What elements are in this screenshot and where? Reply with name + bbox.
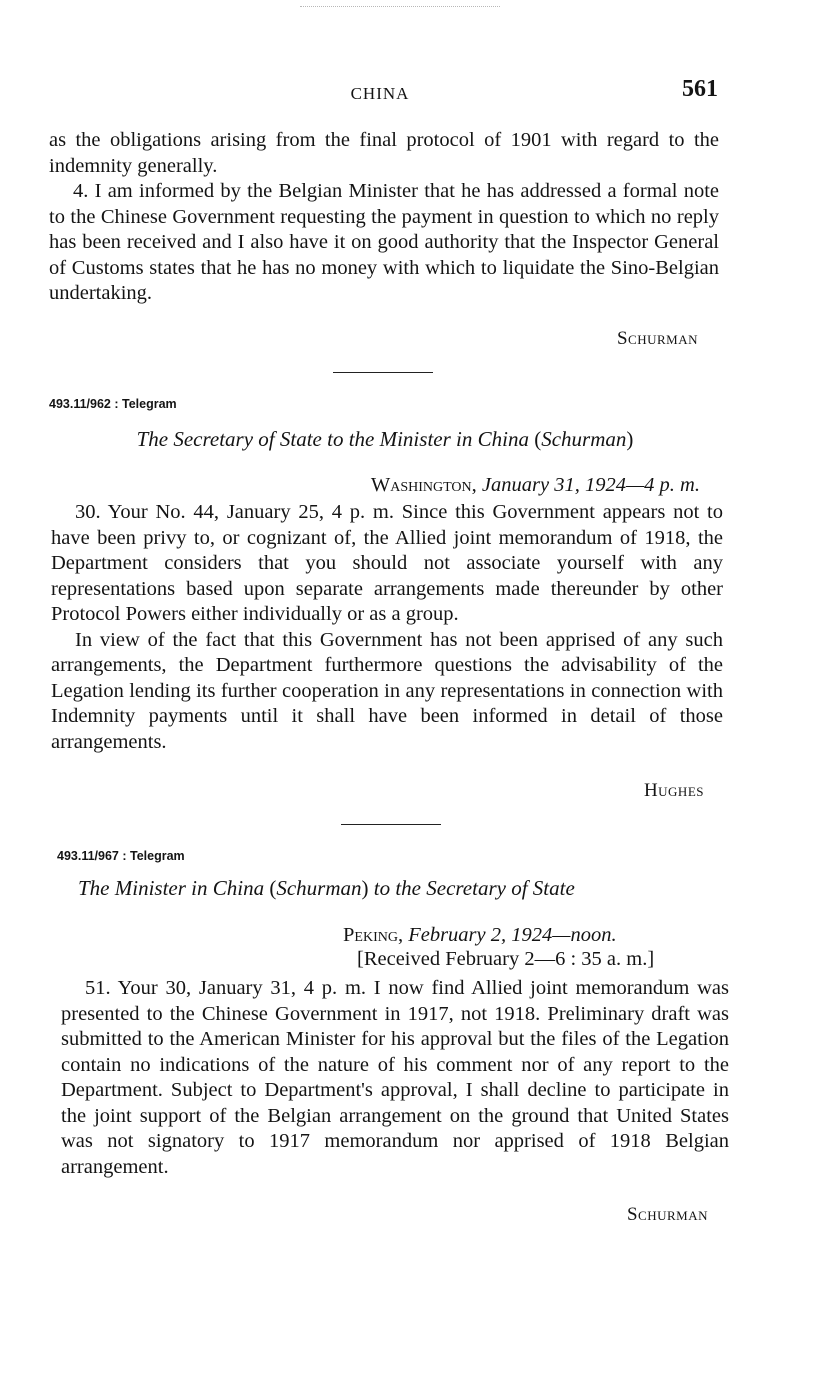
document-1-paragraph-1: 30. Your No. 44, January 25, 4 p. m. Since this Government appears not to have been privy to, or cognizant of, the Allied joint memorandum of 1918, the Department considers that you should not associate yourself with any representations based upon separate arrangements made thereunder by other Protocol Powers either individually or as a group. bbox=[51, 501, 723, 625]
heading-name: Schurman bbox=[276, 876, 362, 900]
dateline-peking bbox=[343, 924, 617, 947]
heading-paren-open: ( bbox=[269, 876, 277, 900]
section-divider-2 bbox=[341, 824, 441, 825]
heading-paren-close: ) bbox=[361, 876, 369, 900]
heading-name: Schurman bbox=[541, 427, 627, 451]
document-heading-1 bbox=[0, 427, 770, 452]
heading-sender-recipient: The Secretary of State to the Minister in China bbox=[136, 427, 529, 451]
signature-schurman-1: Schurman bbox=[616, 328, 698, 349]
heading-paren-open: ( bbox=[534, 427, 542, 451]
dateline-washington bbox=[310, 474, 700, 497]
running-head: CHINA bbox=[350, 84, 410, 103]
heading-recipient: to the Secretary of State bbox=[373, 876, 575, 900]
document-body-1 bbox=[51, 500, 723, 755]
dateline-date: January 31, 1924—4 p. m. bbox=[481, 474, 700, 496]
heading-sender: The Minister in China bbox=[78, 876, 265, 900]
heading-paren-close: ) bbox=[626, 427, 634, 451]
continuation-block bbox=[49, 128, 719, 307]
continuation-paragraph-2: 4. I am informed by the Belgian Minister that he has addressed a formal note to the Chinese Government requesting the payment in question to which no reply has been received and I also have it on good authority that the Inspector General of Customs states that he has no money with which to liquidate the Sino-Belgian undertaking. bbox=[49, 180, 719, 304]
section-divider-1 bbox=[333, 372, 433, 373]
page-number: 561 bbox=[682, 76, 718, 102]
scan-edge-mark bbox=[300, 6, 500, 7]
dateline-date: February 2, 1924—noon. bbox=[408, 924, 617, 946]
file-reference-967: 493.11/967 : Telegram bbox=[57, 849, 185, 863]
file-reference-962: 493.11/962 : Telegram bbox=[49, 397, 177, 411]
document-heading-2 bbox=[78, 876, 778, 901]
signature-schurman-2: Schurman bbox=[626, 1204, 708, 1225]
signature-hughes: Hughes bbox=[643, 780, 704, 801]
document-1-paragraph-2: In view of the fact that this Government has not been apprised of any such arrangements, the Department furthermore questions the advisability of the Legation lending its further cooperation in any representations in connection with Indemnity payments until it shall have been informed in detail of those arrangements. bbox=[51, 628, 723, 753]
dateline-place: Washington, bbox=[370, 474, 477, 496]
document-body-2 bbox=[61, 976, 729, 1180]
document-2-paragraph-1: 51. Your 30, January 31, 4 p. m. I now find Allied joint memorandum was presented to the Chinese Government in 1917, not 1918. Preliminary draft was submitted to the American Minister for his approval but the files of the Legation contain no indications of the nature of his comment nor of any report to the Department. Subject to Department's approval, I shall decline to participate in the joint support of the Belgian arrangement on the ground that United States was not signatory to 1917 memorandum nor apprised of 1918 Belgian arrangement. bbox=[61, 977, 729, 1178]
continuation-paragraph-1: as the obligations arising from the final protocol of 1901 with regard to the indemnity generally. bbox=[49, 129, 719, 177]
received-note: [Received February 2—6 : 35 a. m.] bbox=[357, 948, 655, 970]
dateline-place: Peking, bbox=[343, 924, 404, 946]
